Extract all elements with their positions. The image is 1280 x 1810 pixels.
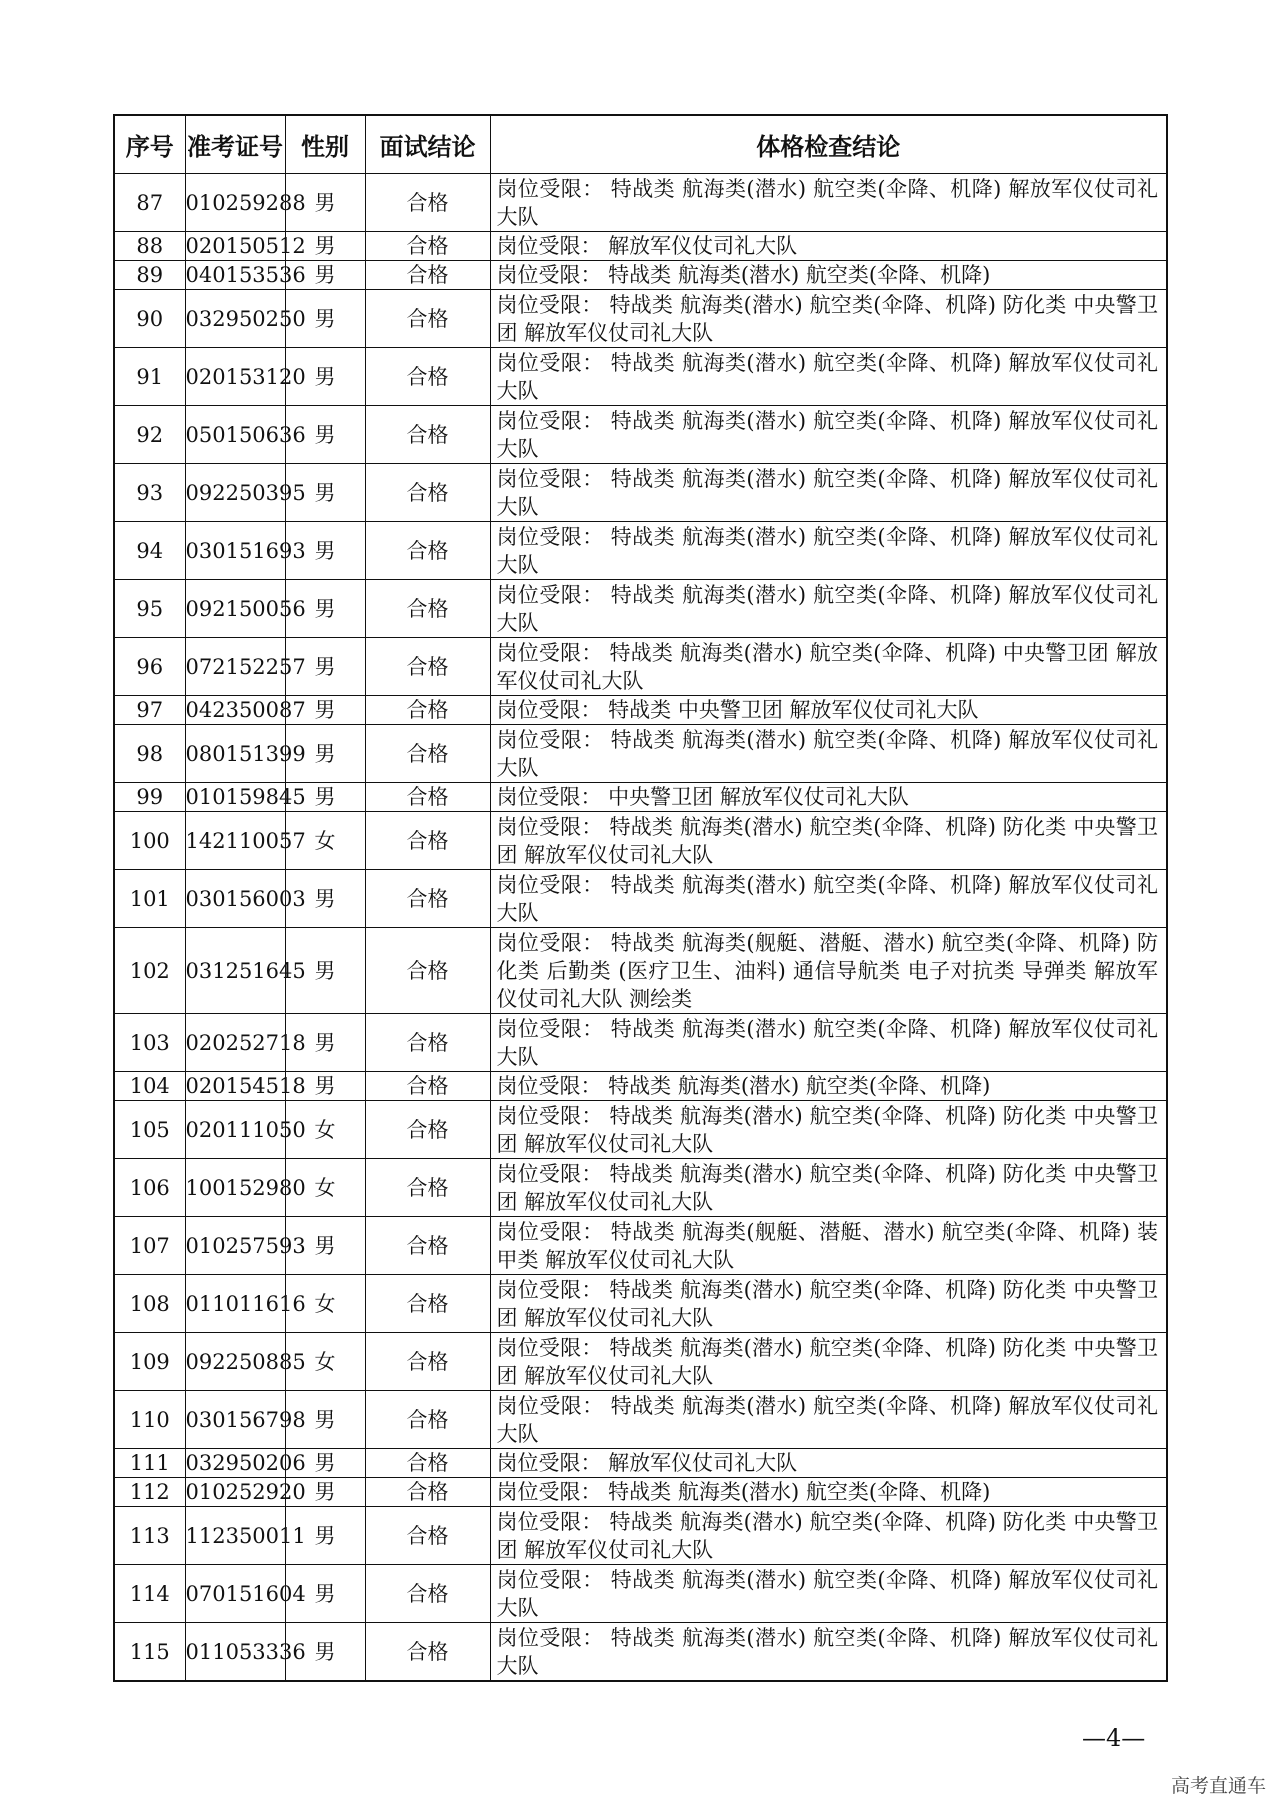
cell-serial-number: 102 <box>114 928 185 1014</box>
cell-interview-result: 合格 <box>365 1072 490 1101</box>
table-row <box>114 580 1167 638</box>
cell-physical-exam-result: 岗位受限： 特战类 航海类(潜水) 航空类(伞降、机降) 防化类 中央警卫团 解放军仪仗司礼大队 <box>490 1333 1167 1391</box>
cell-exam-id: 011053336 <box>185 1623 285 1682</box>
cell-physical-exam-result: 岗位受限： 解放军仪仗司礼大队 <box>490 1449 1167 1478</box>
cell-interview-result: 合格 <box>365 174 490 232</box>
cell-gender: 男 <box>285 1391 365 1449</box>
cell-physical-exam-result: 岗位受限： 特战类 航海类(潜水) 航空类(伞降、机降) 防化类 中央警卫团 解放军仪仗司礼大队 <box>490 1507 1167 1565</box>
cell-exam-id: 030156003 <box>185 870 285 928</box>
results-table <box>113 114 1168 1682</box>
cell-physical-exam-result: 岗位受限： 特战类 航海类(潜水) 航空类(伞降、机降) <box>490 1478 1167 1507</box>
cell-interview-result: 合格 <box>365 1507 490 1565</box>
cell-gender: 男 <box>285 522 365 580</box>
cell-gender: 女 <box>285 1159 365 1217</box>
header-physical-exam-result: 体格检查结论 <box>490 115 1167 174</box>
cell-serial-number: 107 <box>114 1217 185 1275</box>
cell-gender: 女 <box>285 1333 365 1391</box>
cell-interview-result: 合格 <box>365 1159 490 1217</box>
cell-serial-number: 90 <box>114 290 185 348</box>
cell-interview-result: 合格 <box>365 348 490 406</box>
table-row <box>114 696 1167 725</box>
cell-gender: 男 <box>285 928 365 1014</box>
header-gender: 性别 <box>285 115 365 174</box>
cell-serial-number: 105 <box>114 1101 185 1159</box>
table-row <box>114 1507 1167 1565</box>
table-row <box>114 1623 1167 1682</box>
cell-exam-id: 072152257 <box>185 638 285 696</box>
table-row <box>114 261 1167 290</box>
cell-physical-exam-result: 岗位受限： 特战类 航海类(潜水) 航空类(伞降、机降) <box>490 261 1167 290</box>
cell-exam-id: 092250885 <box>185 1333 285 1391</box>
cell-interview-result: 合格 <box>365 1478 490 1507</box>
cell-interview-result: 合格 <box>365 1333 490 1391</box>
cell-serial-number: 87 <box>114 174 185 232</box>
cell-serial-number: 104 <box>114 1072 185 1101</box>
cell-physical-exam-result: 岗位受限： 特战类 航海类(潜水) 航空类(伞降、机降) 解放军仪仗司礼大队 <box>490 870 1167 928</box>
cell-gender: 男 <box>285 464 365 522</box>
cell-physical-exam-result: 岗位受限： 特战类 航海类(潜水) 航空类(伞降、机降) 防化类 中央警卫团 解放军仪仗司礼大队 <box>490 1101 1167 1159</box>
table-row <box>114 1217 1167 1275</box>
cell-physical-exam-result: 岗位受限： 特战类 航海类(潜水) 航空类(伞降、机降) 中央警卫团 解放军仪仗司礼大队 <box>490 638 1167 696</box>
cell-physical-exam-result: 岗位受限： 特战类 航海类(潜水) 航空类(伞降、机降) 解放军仪仗司礼大队 <box>490 1391 1167 1449</box>
cell-interview-result: 合格 <box>365 261 490 290</box>
cell-physical-exam-result: 岗位受限： 特战类 航海类(潜水) 航空类(伞降、机降) 解放军仪仗司礼大队 <box>490 522 1167 580</box>
cell-gender: 男 <box>285 348 365 406</box>
cell-serial-number: 97 <box>114 696 185 725</box>
table-row <box>114 348 1167 406</box>
header-serial-number: 序号 <box>114 115 185 174</box>
cell-exam-id: 020252718 <box>185 1014 285 1072</box>
cell-exam-id: 020111050 <box>185 1101 285 1159</box>
cell-serial-number: 108 <box>114 1275 185 1333</box>
cell-gender: 男 <box>285 1014 365 1072</box>
cell-serial-number: 113 <box>114 1507 185 1565</box>
cell-exam-id: 092150056 <box>185 580 285 638</box>
table-row <box>114 1449 1167 1478</box>
cell-interview-result: 合格 <box>365 522 490 580</box>
cell-exam-id: 010257593 <box>185 1217 285 1275</box>
table-row <box>114 1101 1167 1159</box>
cell-gender: 男 <box>285 406 365 464</box>
cell-physical-exam-result: 岗位受限： 特战类 航海类(潜水) 航空类(伞降、机降) 防化类 中央警卫团 解放军仪仗司礼大队 <box>490 290 1167 348</box>
cell-exam-id: 042350087 <box>185 696 285 725</box>
cell-physical-exam-result: 岗位受限： 特战类 航海类(潜水) 航空类(伞降、机降) 防化类 中央警卫团 解放军仪仗司礼大队 <box>490 1275 1167 1333</box>
cell-serial-number: 103 <box>114 1014 185 1072</box>
cell-physical-exam-result: 岗位受限： 特战类 航海类(潜水) 航空类(伞降、机降) 解放军仪仗司礼大队 <box>490 1014 1167 1072</box>
cell-exam-id: 040153536 <box>185 261 285 290</box>
table-row <box>114 1333 1167 1391</box>
cell-interview-result: 合格 <box>365 290 490 348</box>
table-row <box>114 464 1167 522</box>
cell-gender: 男 <box>285 696 365 725</box>
cell-gender: 男 <box>285 1217 365 1275</box>
cell-interview-result: 合格 <box>365 1217 490 1275</box>
cell-physical-exam-result: 岗位受限： 特战类 航海类(潜水) 航空类(伞降、机降) 解放军仪仗司礼大队 <box>490 406 1167 464</box>
cell-interview-result: 合格 <box>365 406 490 464</box>
table-row <box>114 1072 1167 1101</box>
header-interview-result: 面试结论 <box>365 115 490 174</box>
cell-interview-result: 合格 <box>365 580 490 638</box>
cell-exam-id: 010252920 <box>185 1478 285 1507</box>
table-header-row <box>114 115 1167 174</box>
cell-exam-id: 010159845 <box>185 783 285 812</box>
cell-physical-exam-result: 岗位受限： 特战类 航海类(潜水) 航空类(伞降、机降) 防化类 中央警卫团 解放军仪仗司礼大队 <box>490 812 1167 870</box>
table-row <box>114 870 1167 928</box>
cell-gender: 女 <box>285 1101 365 1159</box>
cell-exam-id: 020153120 <box>185 348 285 406</box>
cell-exam-id: 011011616 <box>185 1275 285 1333</box>
table-row <box>114 1275 1167 1333</box>
cell-gender: 男 <box>285 638 365 696</box>
cell-gender: 男 <box>285 783 365 812</box>
cell-exam-id: 050150636 <box>185 406 285 464</box>
cell-gender: 男 <box>285 232 365 261</box>
cell-interview-result: 合格 <box>365 638 490 696</box>
table-row <box>114 522 1167 580</box>
table-row <box>114 290 1167 348</box>
cell-interview-result: 合格 <box>365 870 490 928</box>
cell-serial-number: 98 <box>114 725 185 783</box>
cell-interview-result: 合格 <box>365 812 490 870</box>
table-row <box>114 406 1167 464</box>
cell-gender: 男 <box>285 1449 365 1478</box>
cell-exam-id: 031251645 <box>185 928 285 1014</box>
cell-serial-number: 88 <box>114 232 185 261</box>
cell-serial-number: 112 <box>114 1478 185 1507</box>
cell-serial-number: 109 <box>114 1333 185 1391</box>
table-row <box>114 638 1167 696</box>
cell-serial-number: 95 <box>114 580 185 638</box>
watermark-text: 高考直通车 <box>1170 1775 1266 1797</box>
cell-physical-exam-result: 岗位受限： 特战类 航海类(潜水) 航空类(伞降、机降) 防化类 中央警卫团 解放军仪仗司礼大队 <box>490 1159 1167 1217</box>
cell-physical-exam-result: 岗位受限： 特战类 航海类(潜水) 航空类(伞降、机降) 解放军仪仗司礼大队 <box>490 1565 1167 1623</box>
cell-physical-exam-result: 岗位受限： 特战类 航海类(潜水) 航空类(伞降、机降) <box>490 1072 1167 1101</box>
cell-interview-result: 合格 <box>365 1275 490 1333</box>
cell-physical-exam-result: 岗位受限： 特战类 航海类(舰艇、潜艇、潜水) 航空类(伞降、机降) 装甲类 解放军仪仗司礼大队 <box>490 1217 1167 1275</box>
cell-serial-number: 115 <box>114 1623 185 1682</box>
table-row <box>114 783 1167 812</box>
cell-gender: 男 <box>285 1478 365 1507</box>
cell-interview-result: 合格 <box>365 928 490 1014</box>
cell-serial-number: 99 <box>114 783 185 812</box>
table-row <box>114 928 1167 1014</box>
header-exam-id: 准考证号 <box>185 115 285 174</box>
cell-serial-number: 94 <box>114 522 185 580</box>
cell-physical-exam-result: 岗位受限： 特战类 航海类(潜水) 航空类(伞降、机降) 解放军仪仗司礼大队 <box>490 1623 1167 1682</box>
cell-gender: 男 <box>285 580 365 638</box>
table-row <box>114 1159 1167 1217</box>
cell-serial-number: 91 <box>114 348 185 406</box>
table-row <box>114 1014 1167 1072</box>
cell-interview-result: 合格 <box>365 1623 490 1682</box>
cell-gender: 男 <box>285 174 365 232</box>
cell-serial-number: 89 <box>114 261 185 290</box>
cell-serial-number: 101 <box>114 870 185 928</box>
cell-exam-id: 020150512 <box>185 232 285 261</box>
cell-physical-exam-result: 岗位受限： 特战类 中央警卫团 解放军仪仗司礼大队 <box>490 696 1167 725</box>
cell-exam-id: 080151399 <box>185 725 285 783</box>
cell-physical-exam-result: 岗位受限： 中央警卫团 解放军仪仗司礼大队 <box>490 783 1167 812</box>
cell-interview-result: 合格 <box>365 1391 490 1449</box>
cell-gender: 男 <box>285 870 365 928</box>
table-row <box>114 1478 1167 1507</box>
table-row <box>114 1391 1167 1449</box>
cell-gender: 男 <box>285 1507 365 1565</box>
cell-interview-result: 合格 <box>365 696 490 725</box>
cell-exam-id: 112350011 <box>185 1507 285 1565</box>
cell-physical-exam-result: 岗位受限： 特战类 航海类(潜水) 航空类(伞降、机降) 解放军仪仗司礼大队 <box>490 464 1167 522</box>
cell-exam-id: 070151604 <box>185 1565 285 1623</box>
cell-gender: 男 <box>285 261 365 290</box>
cell-gender: 女 <box>285 812 365 870</box>
cell-physical-exam-result: 岗位受限： 解放军仪仗司礼大队 <box>490 232 1167 261</box>
table-row <box>114 725 1167 783</box>
table-body <box>114 174 1167 1682</box>
cell-interview-result: 合格 <box>365 1565 490 1623</box>
cell-interview-result: 合格 <box>365 464 490 522</box>
table-row <box>114 812 1167 870</box>
table-row <box>114 174 1167 232</box>
cell-exam-id: 032950206 <box>185 1449 285 1478</box>
cell-serial-number: 100 <box>114 812 185 870</box>
cell-interview-result: 合格 <box>365 783 490 812</box>
cell-serial-number: 92 <box>114 406 185 464</box>
cell-serial-number: 114 <box>114 1565 185 1623</box>
cell-exam-id: 020154518 <box>185 1072 285 1101</box>
cell-exam-id: 030151693 <box>185 522 285 580</box>
cell-exam-id: 030156798 <box>185 1391 285 1449</box>
cell-gender: 男 <box>285 290 365 348</box>
cell-physical-exam-result: 岗位受限： 特战类 航海类(潜水) 航空类(伞降、机降) 解放军仪仗司礼大队 <box>490 174 1167 232</box>
cell-interview-result: 合格 <box>365 232 490 261</box>
cell-interview-result: 合格 <box>365 1101 490 1159</box>
cell-exam-id: 032950250 <box>185 290 285 348</box>
cell-serial-number: 96 <box>114 638 185 696</box>
cell-interview-result: 合格 <box>365 725 490 783</box>
cell-gender: 女 <box>285 1275 365 1333</box>
cell-interview-result: 合格 <box>365 1449 490 1478</box>
cell-exam-id: 142110057 <box>185 812 285 870</box>
cell-exam-id: 100152980 <box>185 1159 285 1217</box>
table-row <box>114 1565 1167 1623</box>
cell-physical-exam-result: 岗位受限： 特战类 航海类(舰艇、潜艇、潜水) 航空类(伞降、机降) 防化类 后勤类 (医疗卫生、油料) 通信导航类 电子对抗类 导弹类 解放军仪仗司礼大队 测绘类 <box>490 928 1167 1014</box>
cell-serial-number: 110 <box>114 1391 185 1449</box>
cell-serial-number: 93 <box>114 464 185 522</box>
cell-gender: 男 <box>285 1565 365 1623</box>
cell-physical-exam-result: 岗位受限： 特战类 航海类(潜水) 航空类(伞降、机降) 解放军仪仗司礼大队 <box>490 580 1167 638</box>
cell-serial-number: 106 <box>114 1159 185 1217</box>
cell-physical-exam-result: 岗位受限： 特战类 航海类(潜水) 航空类(伞降、机降) 解放军仪仗司礼大队 <box>490 725 1167 783</box>
cell-serial-number: 111 <box>114 1449 185 1478</box>
cell-interview-result: 合格 <box>365 1014 490 1072</box>
page-number: —4— <box>1082 1724 1146 1752</box>
cell-gender: 男 <box>285 725 365 783</box>
cell-exam-id: 092250395 <box>185 464 285 522</box>
cell-exam-id: 010259288 <box>185 174 285 232</box>
cell-gender: 男 <box>285 1072 365 1101</box>
table-row <box>114 232 1167 261</box>
cell-gender: 男 <box>285 1623 365 1682</box>
cell-physical-exam-result: 岗位受限： 特战类 航海类(潜水) 航空类(伞降、机降) 解放军仪仗司礼大队 <box>490 348 1167 406</box>
